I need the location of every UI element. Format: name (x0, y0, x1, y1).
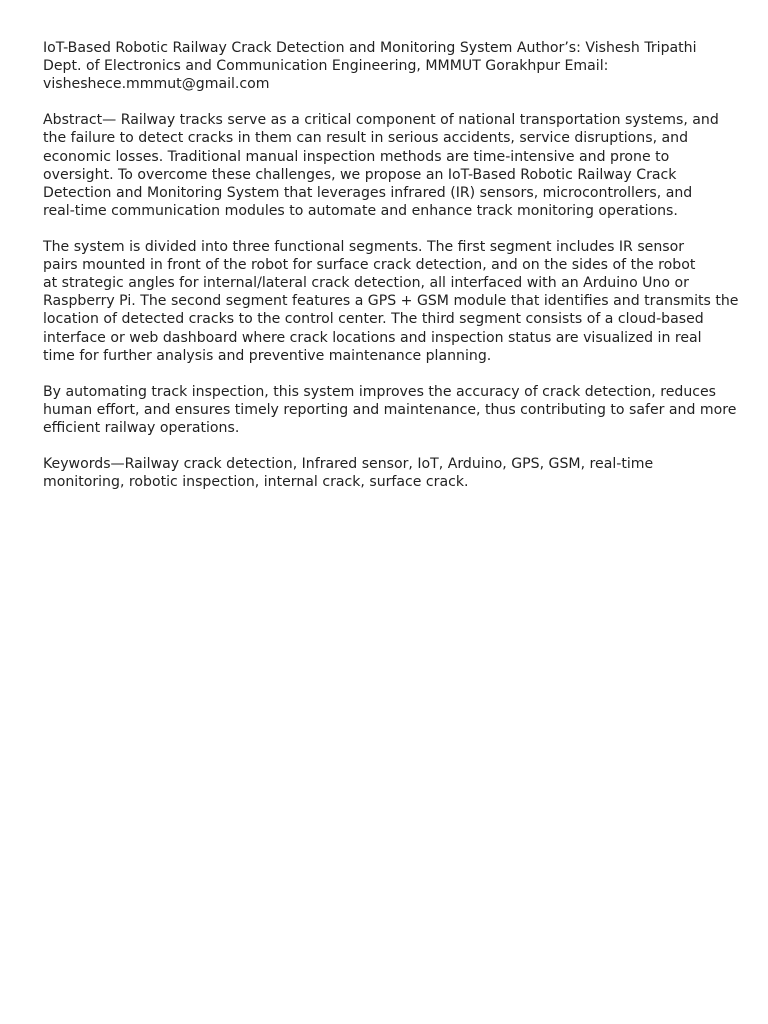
system-line: location of detected cracks to the control center. The third segment consists of a cloud-based (43, 311, 704, 328)
keywords-line: monitoring, robotic inspection, internal crack, surface crack. (43, 474, 469, 491)
abstract-line: the failure to detect cracks in them can result in serious accidents, service disruptions, and (43, 130, 689, 147)
system-line: time for further analysis and preventive maintenance planning. (43, 347, 492, 364)
system-line: at strategic angles for internal/lateral crack detection, all interfaced with an Arduino Uno or (43, 275, 689, 292)
system-line: The system is divided into three functional segments. The first segment includes IR sensor (43, 239, 685, 256)
conclusion-paragraph (43, 383, 761, 437)
email-line: visheshece.mmmut@gmail.com (43, 76, 270, 93)
conclusion-line: efficient railway operations. (43, 419, 240, 436)
document-page (43, 39, 761, 509)
abstract-line: Detection and Monitoring System that leverages infrared (IR) sensors, microcontrollers, and (43, 184, 693, 201)
system-paragraph (43, 238, 761, 365)
title-line: IoT-Based Robotic Railway Crack Detection and Monitoring System Author’s: Vishesh Tripathi (43, 40, 697, 56)
abstract-paragraph (43, 111, 761, 220)
conclusion-line: human effort, and ensures timely reporting and maintenance, thus contributing to safer and more (43, 401, 737, 418)
abstract-line: Abstract— Railway tracks serve as a critical component of national transportation systems, and (43, 112, 719, 129)
keywords-line: Keywords—Railway crack detection, Infrared sensor, IoT, Arduino, GPS, GSM, real-time (43, 456, 654, 473)
abstract-line: economic losses. Traditional manual inspection methods are time-intensive and prone to (43, 148, 670, 165)
keywords-paragraph (43, 455, 761, 491)
title-author-block (43, 39, 761, 93)
system-line: Raspberry Pi. The second segment features a GPS + GSM module that identifies and transmits the (43, 293, 739, 310)
abstract-line: oversight. To overcome these challenges, we propose an IoT-Based Robotic Railway Crack (43, 166, 677, 183)
system-line: interface or web dashboard where crack locations and inspection status are visualized in real (43, 329, 702, 346)
system-line: pairs mounted in front of the robot for surface crack detection, and on the sides of the robot (43, 257, 696, 274)
affiliation-line: Dept. of Electronics and Communication Engineering, MMMUT Gorakhpur Email: (43, 58, 609, 75)
conclusion-line: By automating track inspection, this system improves the accuracy of crack detection, reduces (43, 383, 717, 400)
abstract-line: real-time communication modules to automate and enhance track monitoring operations. (43, 202, 678, 219)
